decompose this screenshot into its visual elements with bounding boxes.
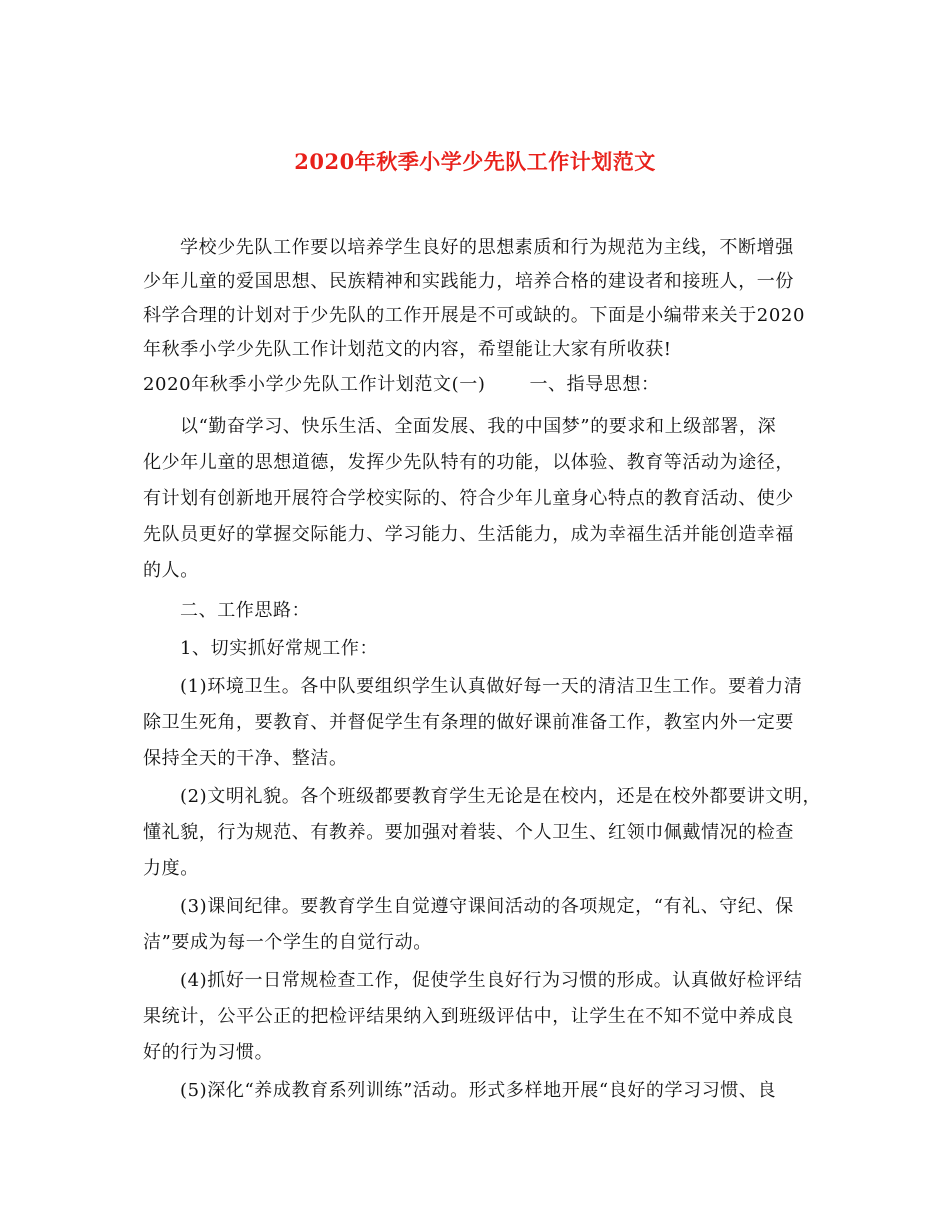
paragraph-line: 除卫生死角，要教育、并督促学生有条理的做好课前准备工作，教室内外一定要	[143, 712, 794, 733]
paragraph-line: 果统计，公平公正的把检评结果纳入到班级评估中，让学生在不知不觉中养成良	[143, 1006, 794, 1027]
subsection-heading: 1、切实抓好常规工作：	[180, 638, 379, 659]
paragraph-line: 的人。	[143, 560, 199, 581]
paragraph-line: 以“勤奋学习、快乐生活、全面发展、我的中国梦”的要求和上级部署，深	[180, 416, 777, 437]
paragraph-line: 科学合理的计划对于少先队的工作开展是不可或缺的。下面是小编带来关于2020	[143, 305, 806, 326]
paragraph-line: (5)深化“养成教育系列训练”活动。形式多样地开展“良好的学习习惯、良	[180, 1080, 777, 1101]
paragraph-line: 好的行为习惯。	[143, 1042, 274, 1063]
paragraph-line: 化少年儿童的思想道德，发挥少先队特有的功能，以体验、教育等活动为途径，	[143, 452, 794, 473]
paragraph-line: 少年儿童的爱国思想、民族精神和实践能力，培养合格的建设者和接班人，一份	[143, 271, 794, 292]
paragraph-line: 力度。	[143, 858, 199, 879]
paragraph-line: (1)环境卫生。各中队要组织学生认真做好每一天的清洁卫生工作。要着力清	[180, 676, 803, 697]
document-title: 2020年秋季小学少先队工作计划范文	[294, 149, 656, 174]
section-heading-line	[143, 374, 660, 396]
paragraph-line: (3)课间纪律。要教育学生自觉遵守课间活动的各项规定，“有礼、守纪、保	[180, 896, 794, 917]
paragraph-line: 洁”要成为每一个学生的自觉行动。	[143, 932, 432, 953]
paragraph-line: 保持全天的干净、整洁。	[143, 748, 348, 769]
section-subheading: 一、指导思想：	[529, 374, 660, 395]
paragraph-line: 懂礼貌，行为规范、有教养。要加强对着装、个人卫生、红领巾佩戴情况的检查	[143, 822, 794, 843]
paragraph-line: 先队员更好的掌握交际能力、学习能力、生活能力，成为幸福生活并能创造幸福	[143, 524, 794, 545]
paragraph-line: 有计划有创新地开展符合学校实际的、符合少年儿童身心特点的教育活动、使少	[143, 488, 794, 509]
paragraph-line: 年秋季小学少先队工作计划范文的内容，希望能让大家有所收获!	[143, 339, 672, 360]
section-title: 2020年秋季小学少先队工作计划范文(一)	[143, 374, 486, 395]
paragraph-line: (4)抓好一日常规检查工作，促使学生良好行为习惯的形成。认真做好检评结	[180, 970, 803, 991]
section-heading: 二、工作思路：	[180, 600, 311, 621]
paragraph-line: (2)文明礼貌。各个班级都要教育学生无论是在校内，还是在校外都要讲文明，	[180, 786, 822, 807]
paragraph-line: 学校少先队工作要以培养学生良好的思想素质和行为规范为主线，不断增强	[180, 237, 794, 258]
